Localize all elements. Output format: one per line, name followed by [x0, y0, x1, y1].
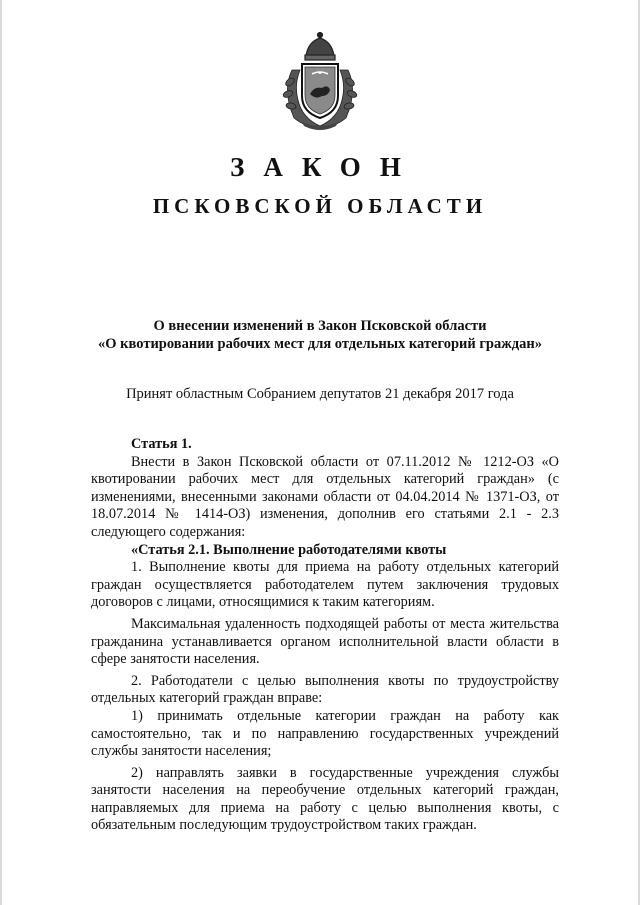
- document-title: ЗАКОН: [230, 152, 420, 182]
- paragraph-2: Максимальная удаленность подходящей работы от места жительства гражданина устанавливается органом исполнительной власти области в сфере занятости населения.: [91, 615, 559, 668]
- article-intro-paragraph: Внести в Закон Псковской области от 07.11.2012 № 1212-ОЗ «О квотировании рабочих мест для отдельных категорий граждан» (с изменениями, внесенными законами области от 04.04.2014 № 1371-ОЗ, от 18.07.2014 № 1414-ОЗ) изменения, дополнив его статьями 2.1 - 2.3 следующего содержания:: [91, 453, 559, 540]
- paragraph-1: 1. Выполнение квоты для приема на работу отдельных категорий граждан осуществляется работодателем путем заключения трудовых договоров с лицами, относящимися к таким категориям.: [91, 559, 559, 611]
- law-name-line1: О внесении изменений в Закон Псковской области: [153, 318, 487, 334]
- paragraph-3: 2. Работодатели с целью выполнения квоты по трудоустройству отдельных категорий граждан вправе:: [91, 672, 559, 707]
- law-name: [0, 317, 640, 353]
- adoption-note: Принят областным Собранием депутатов 21 декабря 2017 года: [126, 386, 514, 402]
- article-heading: Статья 1.: [131, 436, 192, 452]
- paragraph-4: 1) принимать отдельные категории граждан на работу как самостоятельно, так и по направлению государственных учреждений службы занятости населения;: [91, 707, 559, 760]
- document-subtitle: ПСКОВСКОЙ ОБЛАСТИ: [152, 194, 488, 218]
- document-body: [91, 436, 559, 835]
- law-name-line2: «О квотировании рабочих мест для отдельных категорий граждан»: [98, 336, 542, 352]
- paragraph-5: 2) направлять заявки в государственные учреждения службы занятости населения на переобучение отдельных категорий граждан, направляемых для приема на работу с целью выполнения квоты, с обязательным последующим трудоустройством таких граждан.: [91, 764, 559, 834]
- pskov-coat-of-arms-icon: [272, 30, 368, 132]
- article-2-1-heading: «Статья 2.1. Выполнение работодателями квоты: [131, 541, 447, 558]
- scan-edge-left: [0, 0, 2, 905]
